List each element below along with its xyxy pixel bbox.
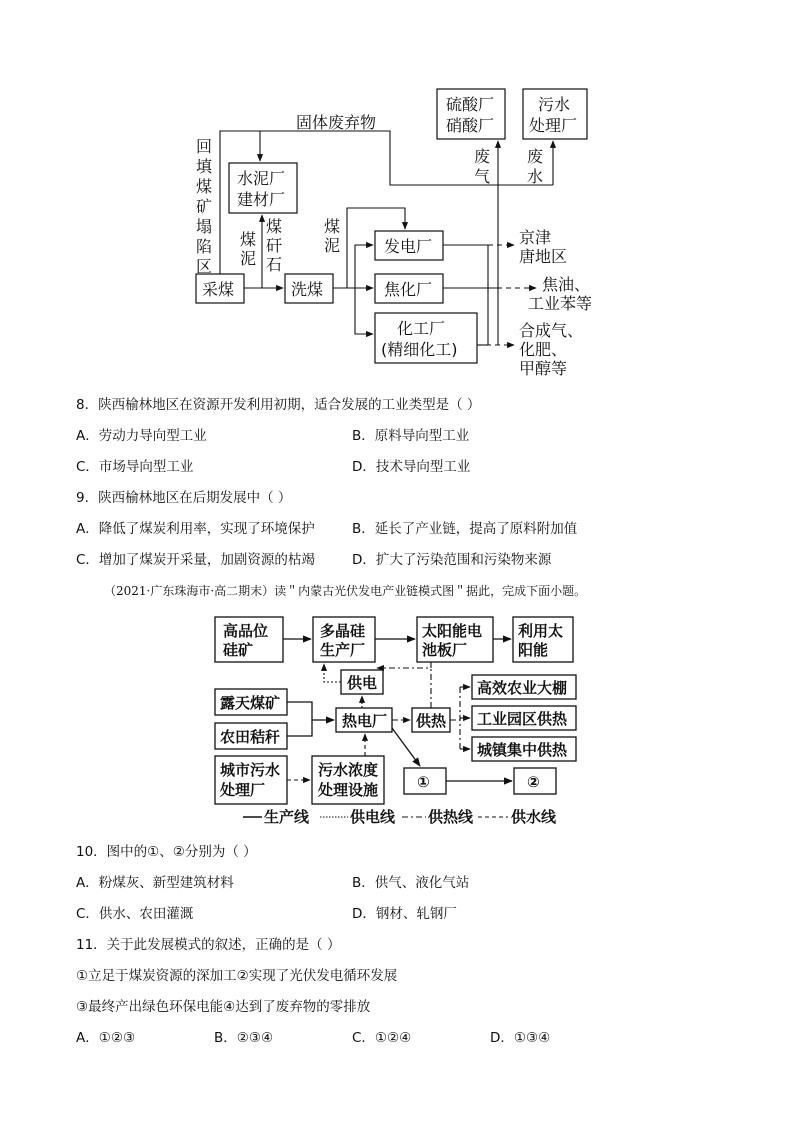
use-solar-label-1: 利用太: [518, 622, 564, 640]
legend-production: 生产线: [264, 808, 310, 826]
sewage-concentration-label-2: 处理设施: [318, 781, 379, 799]
waste-gas-char: 废: [474, 147, 491, 166]
slime-label-2: [324, 217, 340, 255]
waste-water-char: 废: [527, 147, 544, 166]
backfill-char: 回: [196, 137, 213, 156]
sulfuric-plant-label: 硫酸厂: [446, 95, 495, 114]
slime-char: 煤: [324, 217, 341, 236]
backfill-char: 填: [196, 157, 213, 176]
waste-water-label: [527, 147, 543, 186]
slime-char: 泥: [324, 236, 341, 255]
town-heating-label: 城镇集中供热: [477, 741, 568, 759]
slime-char: 泥: [240, 249, 257, 268]
sewage-plant-label-2: 处理厂: [529, 116, 578, 135]
question-9-option-d[interactable]: D．扩大了污染范围和污染物来源: [352, 552, 552, 568]
mining-label: 采煤: [202, 280, 235, 299]
city-sewage-label-1: 城市污水: [220, 761, 281, 779]
question-8-stem: 8．陕西榆林地区在资源开发利用初期，适合发展的工业类型是（ ）: [76, 397, 481, 413]
backfill-label: [196, 137, 214, 276]
backfill-char: 区: [196, 257, 213, 276]
polysilicon-label-1: 多晶硅: [320, 622, 366, 640]
nitric-plant-label: 硝酸厂: [446, 116, 495, 135]
question-8-option-d[interactable]: D．技术导向型工业: [352, 459, 471, 475]
city-sewage-label-2: 处理厂: [220, 781, 266, 799]
gangue-char: 矸: [266, 236, 283, 255]
circle-2-label: ②: [527, 773, 540, 791]
industrial-heating-label: 工业园区供热: [477, 710, 568, 728]
use-solar-label-2: 阳能: [518, 641, 549, 659]
thermal-plant-label: 热电厂: [342, 712, 388, 730]
solid-waste-label: 固体废弃物: [296, 113, 377, 132]
gangue-label: [266, 217, 282, 274]
coal-industry-diagram: [196, 89, 592, 378]
silica-label-2: 硅矿: [223, 641, 254, 659]
question-11-option-a[interactable]: A．①②③: [76, 1030, 136, 1046]
question-11-option-d[interactable]: D．①③④: [490, 1030, 551, 1046]
question-9-option-b[interactable]: B．延长了产业链，提高了原料附加值: [352, 521, 578, 537]
agri-greenhouse-label: 高效农业大棚: [477, 679, 568, 697]
question-11-option-b[interactable]: B．②③④: [214, 1030, 274, 1046]
solar-panel-label-2: 池板厂: [422, 641, 468, 659]
fine-chemical-label: (精细化工): [381, 340, 458, 359]
question-9-option-a[interactable]: A．降低了煤炭利用率，实现了环境保护: [76, 521, 315, 537]
solar-panel-label-1: 太阳能电: [422, 622, 483, 640]
question-10-option-b[interactable]: B．供气、液化气站: [352, 875, 470, 891]
question-8-option-c[interactable]: C．市场导向型工业: [76, 459, 194, 475]
backfill-char: 陷: [196, 237, 213, 256]
legend-power: 供电线: [350, 808, 396, 826]
syngas-label: 合成气、: [519, 321, 584, 340]
tar-label: 焦油、: [542, 275, 591, 294]
straw-label: 农田秸秆: [220, 728, 281, 746]
power-supply-label: 供电: [347, 674, 378, 692]
pv-industry-diagram: [215, 617, 576, 826]
legend-water: 供水线: [511, 808, 557, 826]
backfill-char: 塌: [196, 217, 213, 236]
power-plant-label: 发电厂: [384, 237, 433, 256]
legend-heat: 供热线: [428, 808, 474, 826]
waste-gas-label: [474, 147, 490, 186]
sewage-concentration-label-1: 污水浓度: [318, 761, 379, 779]
question-9-stem: 9．陕西榆林地区在后期发展中（ ）: [76, 490, 292, 506]
tangshan-label: 唐地区: [519, 247, 568, 266]
slime-char: 煤: [240, 230, 257, 249]
open-pit-coal-label: 露天煤矿: [220, 694, 281, 712]
backfill-char: 矿: [196, 197, 213, 216]
heat-supply-label: 供热: [416, 712, 447, 730]
legend: [243, 808, 557, 826]
building-material-plant-label: 建材厂: [237, 190, 286, 209]
question-10-stem: 10．图中的①、②分别为（ ）: [76, 844, 257, 860]
gangue-char: 煤: [266, 217, 283, 236]
silica-label-1: 高品位: [223, 622, 269, 640]
polysilicon-label-2: 生产厂: [320, 641, 366, 659]
question-11-statement-2: ③最终产出绿色环保电能④达到了废弃物的零排放: [76, 999, 371, 1015]
chemical-plant-label: 化工厂: [397, 319, 446, 338]
waste-water-char: 水: [527, 167, 544, 186]
question-9-option-c[interactable]: C．增加了煤炭开采量，加剧资源的枯竭: [76, 552, 315, 568]
methanol-label: 甲醇等: [519, 359, 568, 378]
question-8-option-a[interactable]: A．劳动力导向型工业: [76, 428, 207, 444]
gangue-char: 石: [266, 255, 283, 274]
question-8-option-b[interactable]: B．原料导向型工业: [352, 428, 470, 444]
question-11-option-c[interactable]: C．①②④: [352, 1030, 412, 1046]
question-11-statement-1: ①立足于煤炭资源的深加工②实现了光伏发电循环发展: [76, 968, 398, 984]
question-10-option-a[interactable]: A．粉煤灰、新型建筑材料: [76, 875, 234, 891]
question-10-option-c[interactable]: C．供水、农田灌溉: [76, 906, 194, 922]
waste-gas-char: 气: [474, 167, 491, 186]
passage-intro: （2021·广东珠海市·高二期末）读＂内蒙古光伏发电产业链模式图＂据此，完成下面小题。: [104, 584, 587, 598]
washing-label: 洗煤: [291, 280, 324, 299]
slime-label-1: [240, 230, 256, 268]
backfill-char: 煤: [196, 177, 213, 196]
question-10-option-d[interactable]: D．钢材、轧钢厂: [352, 906, 457, 922]
jingjin-label: 京津: [519, 228, 552, 247]
circle-1-label: ①: [417, 773, 430, 791]
question-11-stem: 11．关于此发展模式的叙述，正确的是（ ）: [76, 937, 341, 953]
cement-plant-label: 水泥厂: [237, 169, 286, 188]
benzene-label: 工业苯等: [528, 294, 593, 313]
fertilizer-label: 化肥、: [519, 340, 568, 359]
sewage-plant-label-1: 污水: [538, 95, 571, 114]
coking-plant-label: 焦化厂: [384, 280, 433, 299]
